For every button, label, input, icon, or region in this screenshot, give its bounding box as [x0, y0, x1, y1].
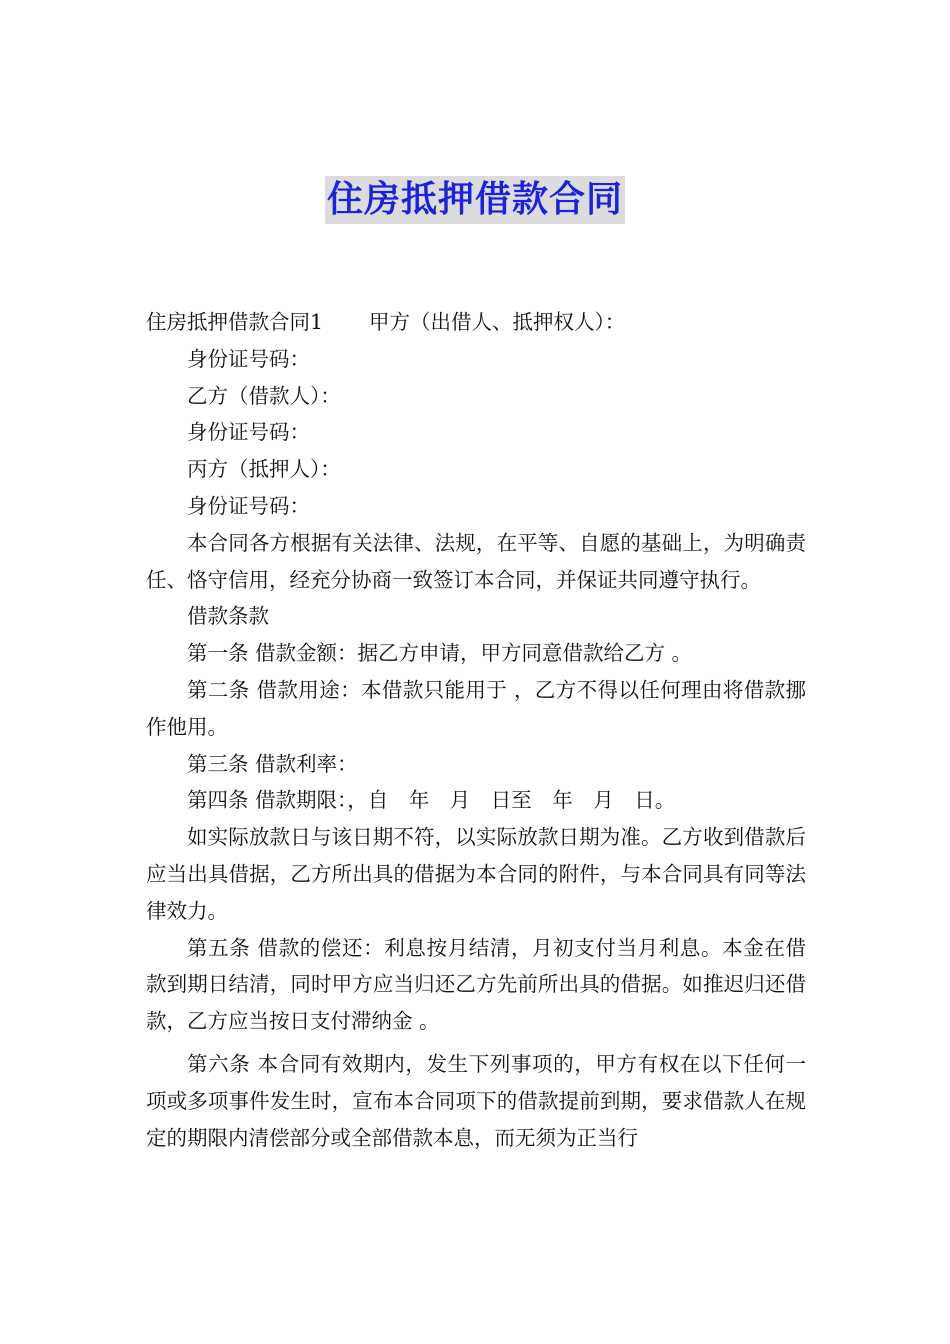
- article-6: 第六条 本合同有效期内，发生下列事项的，甲方有权在以下任何一项或多项事件发生时，宣布本合同项下的借款提前到期，要求借款人在规定的期限内清偿部分或全部借款本息，而无须为正当行: [146, 1051, 806, 1150]
- title-wrap: [0, 176, 950, 224]
- party-b-label: 乙方（借款人）：: [187, 383, 341, 408]
- article-5: 第五条 借款的偿还：利息按月结清，月初支付当月利息。本金在借款到期日结清，同时甲方应当归还乙方先前所出具的借据。如推迟归还借款，乙方应当按日支付滞纳金 。: [146, 935, 806, 1034]
- article-4: 第四条 借款期限：，自 年 月 日至 年 月 日。: [187, 788, 676, 813]
- article-2: 第二条 借款用途：本借款只能用于 ，乙方不得以任何理由将借款挪作他用。: [146, 677, 806, 739]
- document-title: 住房抵押借款合同: [325, 176, 625, 224]
- intro-label: 住房抵押借款合同1: [146, 310, 324, 334]
- article-4-note: 如实际放款日与该日期不符，以实际放款日期为准。乙方收到借款后应当出具借据，乙方所出具的借据为本合同的附件，与本合同具有同等法律效力。: [146, 825, 806, 923]
- document-body: [146, 304, 806, 1156]
- article-3: 第三条 借款利率：: [187, 751, 358, 776]
- party-a-id: 身份证号码：: [187, 346, 310, 371]
- party-c-label: 丙方（抵押人）：: [187, 457, 341, 482]
- article-1: 第一条 借款金额：据乙方申请，甲方同意借款给乙方 。: [187, 641, 693, 666]
- party-b-id: 身份证号码：: [187, 420, 310, 445]
- party-a-label: 甲方（出借人、抵押权人）：: [369, 310, 626, 334]
- preamble-paragraph: 本合同各方根据有关法律、法规，在平等、自愿的基础上，为明确责任、恪守信用，经充分协商一致签订本合同，并保证共同遵守执行。: [146, 530, 806, 592]
- section-heading: 借款条款: [187, 604, 269, 629]
- party-c-id: 身份证号码：: [187, 493, 310, 518]
- intro-line: [146, 304, 806, 341]
